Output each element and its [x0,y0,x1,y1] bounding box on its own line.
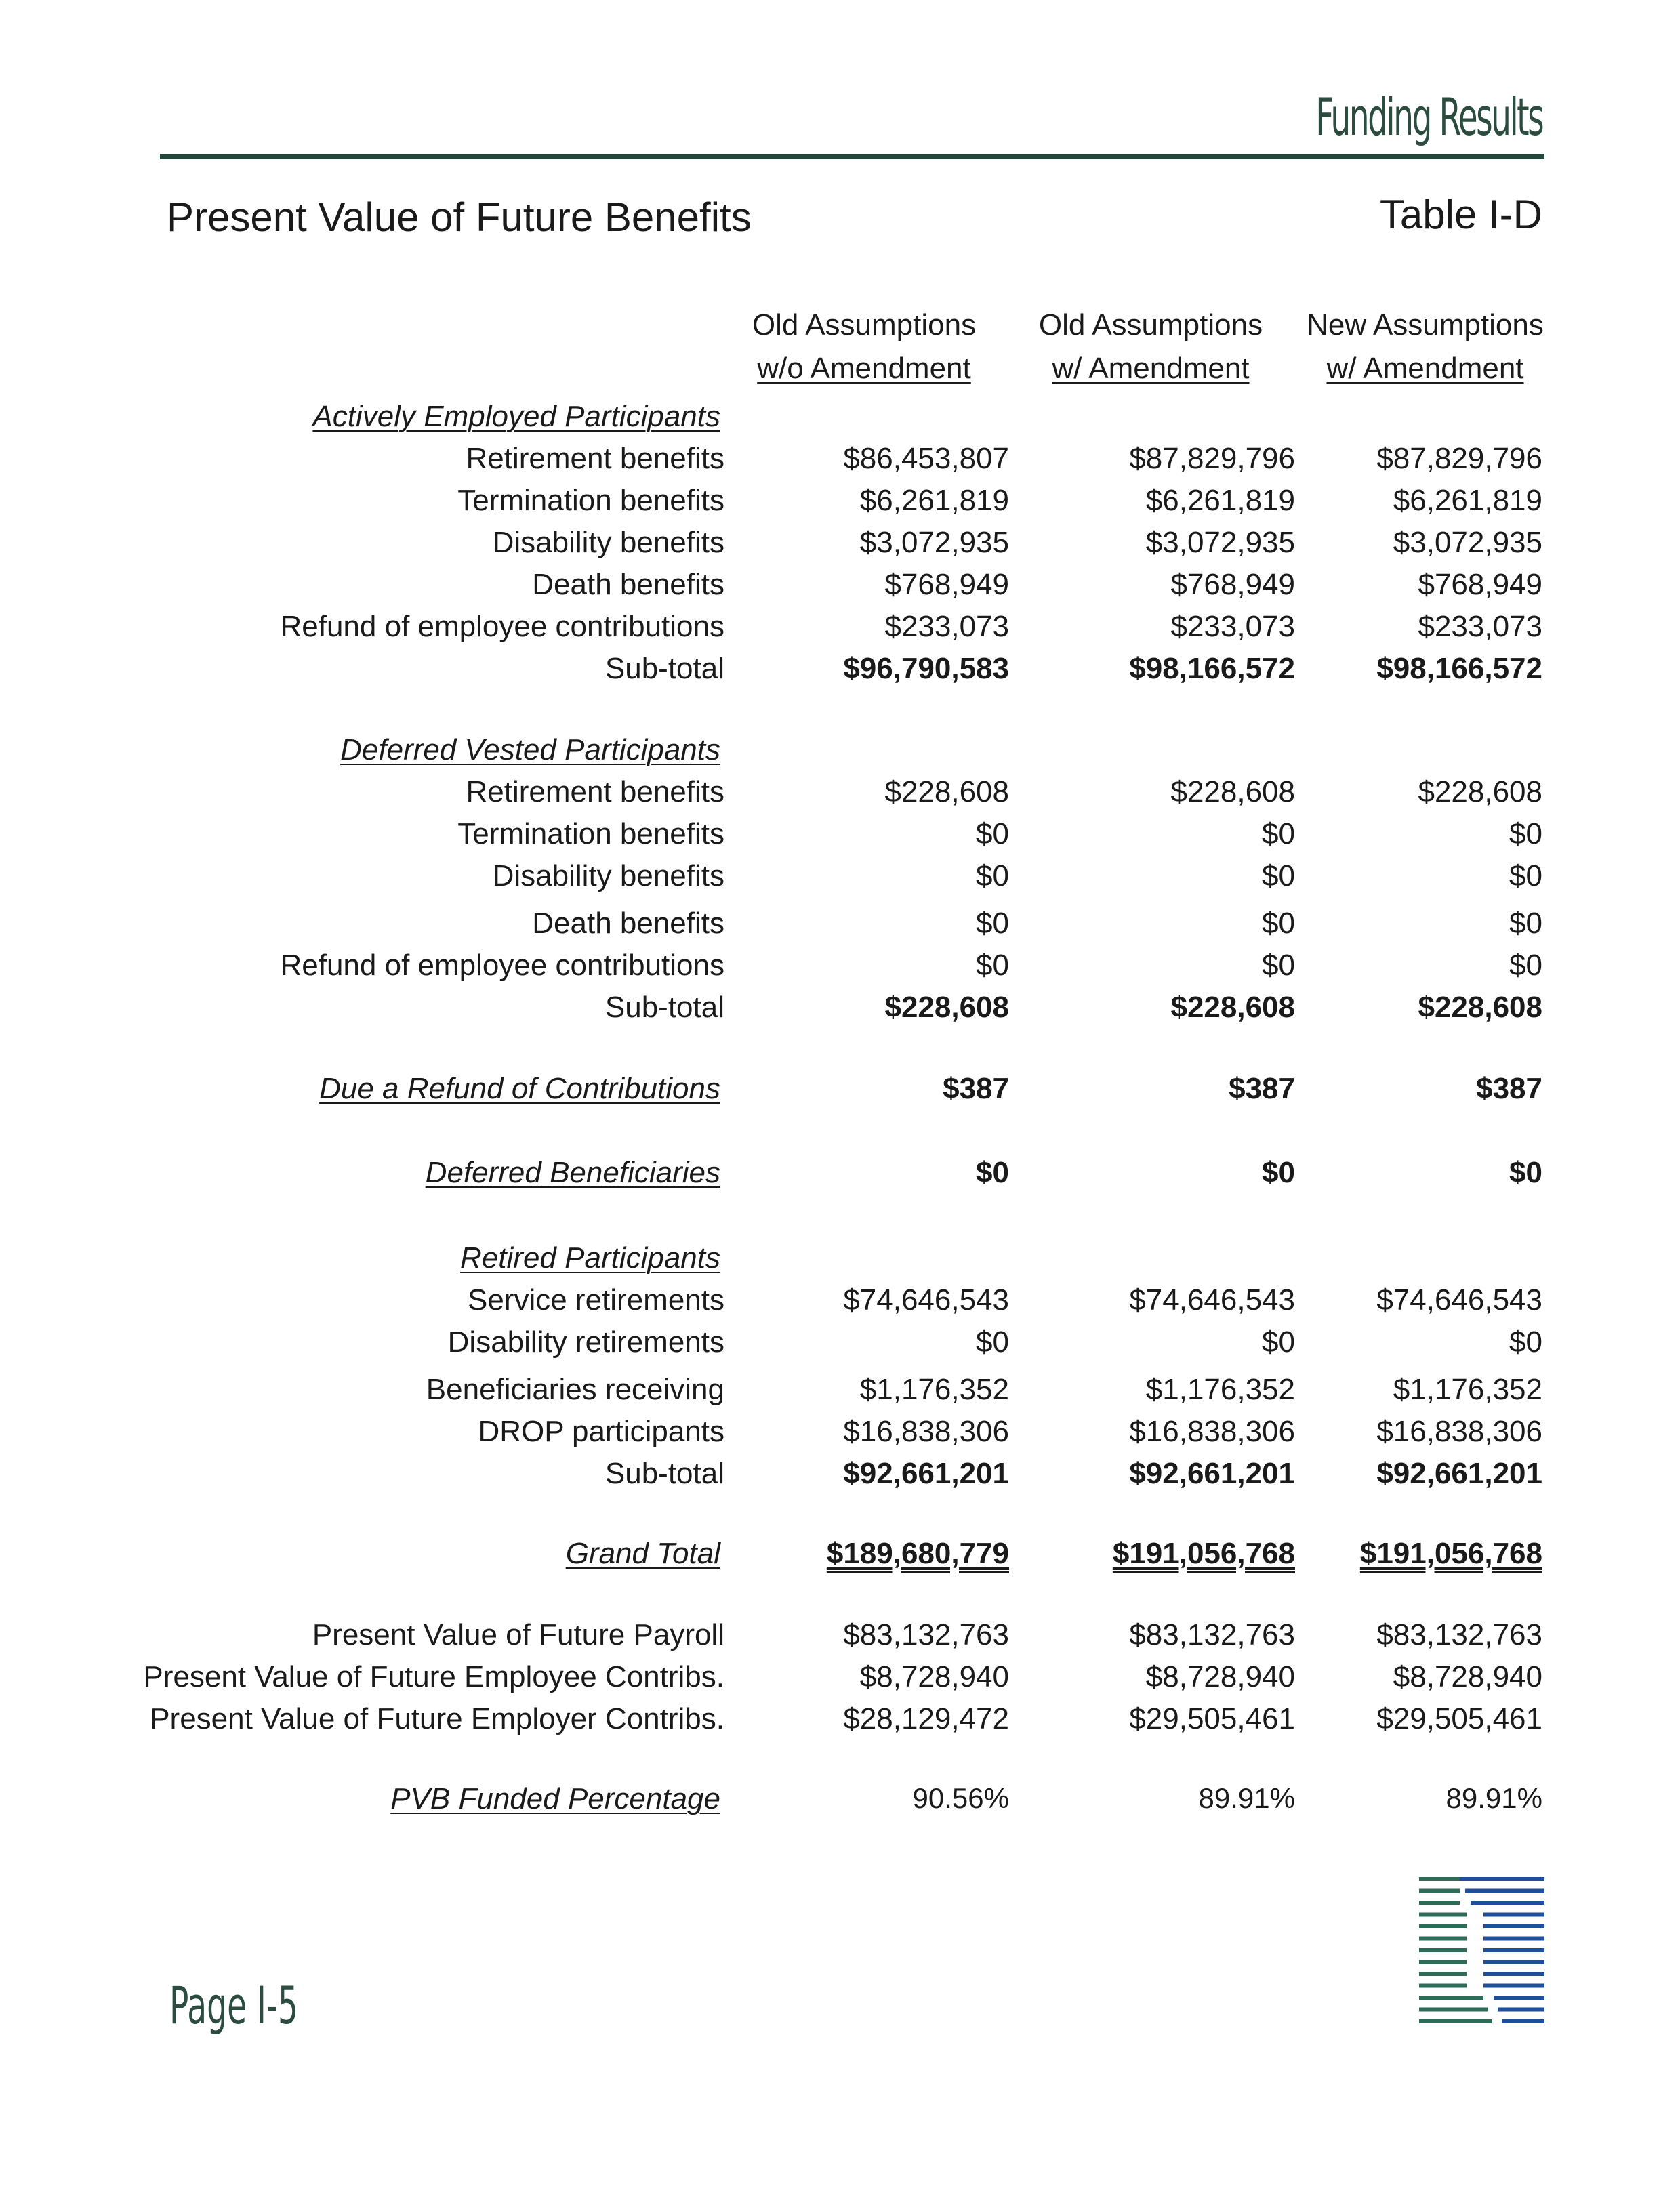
logo-stripe [1483,1984,1544,1988]
row-value-col2: $768,949 [1170,568,1295,601]
logo-stripe [1419,1901,1460,1905]
column-header-line1: Old Assumptions [752,308,977,342]
row-value-col1: $8,728,940 [859,1660,1009,1693]
row-value-col2: $1,176,352 [1145,1373,1295,1406]
row-label: Actively Employed Participants [312,400,720,433]
row-value-col3: $233,073 [1418,610,1542,643]
row-value-col1: $92,661,201 [843,1457,1009,1490]
row-value-col1: $228,608 [884,991,1009,1024]
row-value-col1: 90.56% [912,1782,1009,1814]
row-value-col2: $233,073 [1170,610,1295,643]
row-value-col1: $233,073 [884,610,1009,643]
row-value-col3: $191,056,768 [1359,1537,1542,1570]
logo-stripe [1483,1913,1544,1917]
row-value-col2: $0 [1262,1325,1295,1359]
row-value-col3: $29,505,461 [1376,1702,1542,1735]
row-value-col1: $83,132,763 [843,1618,1009,1651]
column-header-line1: New Assumptions [1307,308,1544,342]
row-label: Disability retirements [447,1325,724,1359]
row-label: Death benefits [532,568,724,601]
table-row [0,1325,1680,1367]
row-value-col3: $83,132,763 [1376,1618,1542,1651]
row-value-col1: $0 [976,1156,1009,1189]
logo-stripe [1419,1948,1467,1952]
logo-stripe [1483,1937,1544,1941]
row-value-col3: $16,838,306 [1376,1415,1542,1448]
logo-stripe [1483,1960,1544,1964]
logo-stripe [1419,1960,1467,1964]
row-value-col3: $0 [1509,1156,1542,1189]
row-value-col1: $0 [976,907,1009,940]
row-value-col3: $74,646,543 [1376,1283,1542,1317]
logo-stripe [1419,1913,1467,1917]
row-value-col3: $98,166,572 [1376,652,1542,685]
row-label: Retired Participants [460,1241,720,1275]
row-value-col2: $387 [1229,1072,1295,1105]
table-row [0,1782,1680,1824]
logo-stripe [1419,1996,1483,2000]
table-row [0,1618,1680,1660]
row-label: Beneficiaries receiving [426,1373,724,1406]
table-row [0,733,1680,775]
company-logo-icon [1419,1872,1548,2034]
logo-stripe [1419,1877,1460,1881]
table-id: Table I-D [1379,192,1542,237]
row-label: Termination benefits [457,484,724,517]
row-label: Present Value of Future Employee Contribs. [143,1660,724,1693]
row-value-col1: $1,176,352 [859,1373,1009,1406]
logo-stripe [1419,1924,1467,1928]
row-value-col3: $1,176,352 [1393,1373,1542,1406]
row-label: Grand Total [565,1537,720,1570]
row-value-col1: $86,453,807 [843,442,1009,475]
table-row [0,859,1680,901]
row-value-col3: $0 [1509,1325,1542,1359]
logo-stripe [1494,1996,1544,2000]
logo-stripe [1483,1948,1544,1952]
row-value-col1: $189,680,779 [826,1537,1009,1570]
row-value-col2: $0 [1262,907,1295,940]
column-header-line2: w/ Amendment [1326,352,1524,385]
table-row [0,400,1680,442]
column-header-1 [722,304,1006,390]
row-label: Present Value of Future Employer Contribs. [150,1702,724,1735]
row-value-col1: $0 [976,859,1009,892]
logo-stripe [1471,1901,1544,1905]
row-value-col3: $228,608 [1418,991,1542,1024]
row-value-col2: $92,661,201 [1129,1457,1295,1490]
row-value-col2: $191,056,768 [1112,1537,1295,1570]
row-value-col1: $387 [943,1072,1009,1105]
row-value-col2: $6,261,819 [1145,484,1295,517]
logo-stripe [1483,1924,1544,1928]
row-value-col2: $3,072,935 [1145,526,1295,559]
table-row [0,568,1680,610]
row-label: Refund of employee contributions [280,949,724,982]
logo-stripe [1460,1877,1544,1881]
row-label: Retirement benefits [466,442,724,475]
row-value-col1: $74,646,543 [843,1283,1009,1317]
table-row [0,484,1680,526]
row-value-col3: $92,661,201 [1376,1457,1542,1490]
table-row [0,949,1680,991]
row-label: Disability benefits [492,859,724,892]
row-label: Due a Refund of Contributions [319,1072,720,1105]
row-value-col1: $28,129,472 [843,1702,1009,1735]
row-value-col2: $16,838,306 [1129,1415,1295,1448]
row-value-col2: $228,608 [1170,991,1295,1024]
row-value-col1: $768,949 [884,568,1009,601]
table-row [0,907,1680,949]
table-row [0,1660,1680,1702]
logo-stripe [1419,1889,1460,1893]
table-row [0,1283,1680,1325]
row-value-col3: $87,829,796 [1376,442,1542,475]
row-value-col3: $387 [1476,1072,1542,1105]
table-row [0,1457,1680,1499]
row-value-col3: $8,728,940 [1393,1660,1542,1693]
row-label: Disability benefits [492,526,724,559]
row-value-col1: $16,838,306 [843,1415,1009,1448]
row-value-col1: $6,261,819 [859,484,1009,517]
row-value-col1: $228,608 [884,775,1009,808]
logo-stripe [1419,2019,1492,2023]
table-row [0,526,1680,568]
table-row [0,817,1680,859]
page-title: Present Value of Future Benefits [167,194,752,240]
row-value-col3: $768,949 [1418,568,1542,601]
row-value-col2: $0 [1262,859,1295,892]
row-label: Retirement benefits [466,775,724,808]
row-value-col3: $0 [1509,949,1542,982]
logo-stripe [1419,1937,1467,1941]
row-value-col2: $228,608 [1170,775,1295,808]
table-row [0,652,1680,694]
row-value-col2: $74,646,543 [1129,1283,1295,1317]
row-value-col2: $0 [1262,949,1295,982]
row-label: Service retirements [467,1283,724,1317]
row-value-col2: $8,728,940 [1145,1660,1295,1693]
column-header-line1: Old Assumptions [1038,308,1263,342]
row-value-col1: $0 [976,949,1009,982]
row-label: Deferred Vested Participants [340,733,720,766]
row-label: Present Value of Future Payroll [312,1618,724,1651]
logo-stripe [1502,2019,1544,2023]
logo-stripe [1483,1972,1544,1976]
row-value-col3: $0 [1509,859,1542,892]
column-header-2 [1008,304,1293,390]
column-header-line2: w/o Amendment [757,352,971,385]
row-value-col3: 89.91% [1446,1782,1542,1814]
logo-stripe [1419,1972,1467,1976]
row-label: Sub-total [605,1457,724,1490]
row-value-col3: $228,608 [1418,775,1542,808]
table-row [0,1537,1680,1579]
table-row [0,1241,1680,1283]
table-row [0,610,1680,652]
row-value-col2: 89.91% [1198,1782,1295,1814]
row-value-col1: $96,790,583 [843,652,1009,685]
row-value-col2: $83,132,763 [1129,1618,1295,1651]
table-row [0,1702,1680,1744]
column-header-line2: w/ Amendment [1052,352,1250,385]
table-row [0,1373,1680,1415]
row-value-col1: $3,072,935 [859,526,1009,559]
table-row [0,775,1680,817]
row-label: Death benefits [532,907,724,940]
row-value-col2: $98,166,572 [1129,652,1295,685]
row-label: Sub-total [605,991,724,1024]
row-value-col2: $29,505,461 [1129,1702,1295,1735]
table-row [0,991,1680,1033]
row-label: PVB Funded Percentage [390,1782,720,1815]
row-value-col3: $0 [1509,907,1542,940]
row-value-col3: $6,261,819 [1393,484,1542,517]
row-value-col2: $87,829,796 [1129,442,1295,475]
row-value-col1: $0 [976,1325,1009,1359]
row-value-col2: $0 [1262,1156,1295,1189]
row-label: Refund of employee contributions [280,610,724,643]
row-label: Termination benefits [457,817,724,850]
table-row [0,1156,1680,1198]
row-value-col2: $0 [1262,817,1295,850]
logo-stripe [1498,2008,1544,2012]
table-row [0,1072,1680,1114]
row-label: DROP participants [478,1415,724,1448]
row-value-col3: $3,072,935 [1393,526,1542,559]
table-row [0,1415,1680,1457]
logo-stripe [1419,1984,1467,1988]
section-header: Funding Results [1315,87,1542,147]
page-number: Page I-5 [169,1975,298,2036]
row-value-col3: $0 [1509,817,1542,850]
logo-stripe [1419,2008,1488,2012]
row-label: Deferred Beneficiaries [425,1156,720,1189]
column-header-3 [1283,304,1568,390]
row-label: Sub-total [605,652,724,685]
table-row [0,442,1680,484]
row-value-col1: $0 [976,817,1009,850]
logo-stripe [1465,1889,1544,1893]
header-rule [160,154,1544,159]
